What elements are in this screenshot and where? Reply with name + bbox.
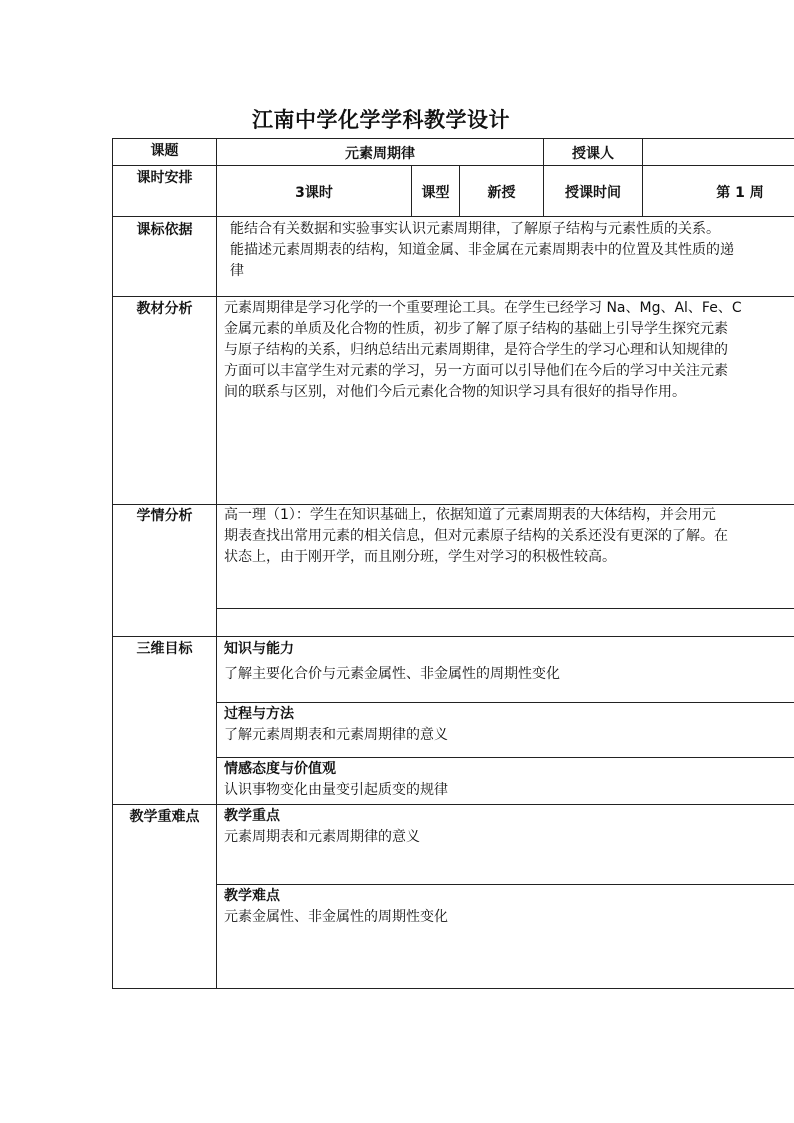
standard-label: 课标依据 xyxy=(136,222,193,238)
students-line: 期表查找出常用元素的相关信息，但对元素原子结构的关系还没有更深的了解。在 xyxy=(224,528,728,544)
process-text: 了解元素周期表和元素周期律的意义 xyxy=(224,727,448,743)
topic-value: 元素周期律 xyxy=(345,146,415,162)
schedule-label: 课时安排 xyxy=(136,170,193,186)
students-line: 状态上，由于刚开学，而且刚分班，学生对学习的积极性较高。 xyxy=(224,549,616,565)
key-points-label: 教学重难点 xyxy=(129,809,200,825)
hours-value: 3课时 xyxy=(295,185,333,201)
row-divider xyxy=(112,296,794,297)
knowledge-text: 了解主要化合价与元素金属性、非金属性的周期性变化 xyxy=(224,666,560,682)
week-value: 第 1 周 xyxy=(716,185,764,201)
row-divider xyxy=(112,216,794,217)
difficulty-heading: 教学难点 xyxy=(224,888,280,904)
teacher-label: 授课人 xyxy=(572,146,614,162)
students-label: 学情分析 xyxy=(136,508,193,524)
difficulty-text: 元素金属性、非金属性的周期性变化 xyxy=(224,909,448,925)
inner-divider xyxy=(216,608,794,609)
table-bottom-border xyxy=(112,988,794,989)
type-label: 课型 xyxy=(421,185,450,201)
row-divider xyxy=(112,804,794,805)
column-divider xyxy=(642,138,643,216)
focus-heading: 教学重点 xyxy=(224,808,280,824)
standard-line: 能结合有关数据和实验事实认识元素周期律，了解原子结构与元素性质的关系。 xyxy=(230,221,720,237)
standard-text xyxy=(230,219,794,282)
focus-text: 元素周期表和元素周期律的意义 xyxy=(224,829,420,845)
textbook-line: 金属元素的单质及化合物的性质，初步了解了原子结构的基础上引导学生探究元素 xyxy=(224,321,728,337)
textbook-text xyxy=(224,298,794,403)
page-title: 江南中学化学学科教学设计 xyxy=(252,107,510,132)
time-label: 授课时间 xyxy=(565,185,621,201)
process-heading: 过程与方法 xyxy=(224,706,294,722)
row-divider xyxy=(112,165,794,166)
goals-label: 三维目标 xyxy=(136,641,193,657)
label-column-divider xyxy=(216,138,217,989)
students-text xyxy=(224,505,794,568)
textbook-line: 方面可以丰富学生对元素的学习，另一方面可以引导他们在今后的学习中关注元素 xyxy=(224,363,728,379)
table-left-border xyxy=(112,138,113,989)
table-top-border xyxy=(112,138,794,139)
standard-line: 能描述元素周期表的结构，知道金属、非金属在元素周期表中的位置及其性质的递 xyxy=(230,242,734,258)
standard-line: 律 xyxy=(230,263,244,279)
row-divider xyxy=(112,636,794,637)
type-value: 新授 xyxy=(487,185,516,201)
inner-divider xyxy=(216,884,794,885)
textbook-line: 元素周期律是学习化学的一个重要理论工具。在学生已经学习 Na、Mg、Al、Fe、C xyxy=(224,300,742,316)
inner-divider xyxy=(216,757,794,758)
textbook-line: 与原子结构的关系，归纳总结出元素周期律，是符合学生的学习心理和认知规律的 xyxy=(224,342,728,358)
topic-label: 课题 xyxy=(150,143,179,159)
students-line: 高一理（1）：学生在知识基础上，依据知道了元素周期表的大体结构，并会用元 xyxy=(224,507,716,523)
textbook-line: 间的联系与区别，对他们今后元素化合物的知识学习具有很好的指导作用。 xyxy=(224,384,686,400)
textbook-label: 教材分析 xyxy=(136,301,193,317)
emotion-text: 认识事物变化由量变引起质变的规律 xyxy=(224,782,448,798)
knowledge-heading: 知识与能力 xyxy=(224,641,294,657)
emotion-heading: 情感态度与价值观 xyxy=(224,761,336,777)
inner-divider xyxy=(216,702,794,703)
